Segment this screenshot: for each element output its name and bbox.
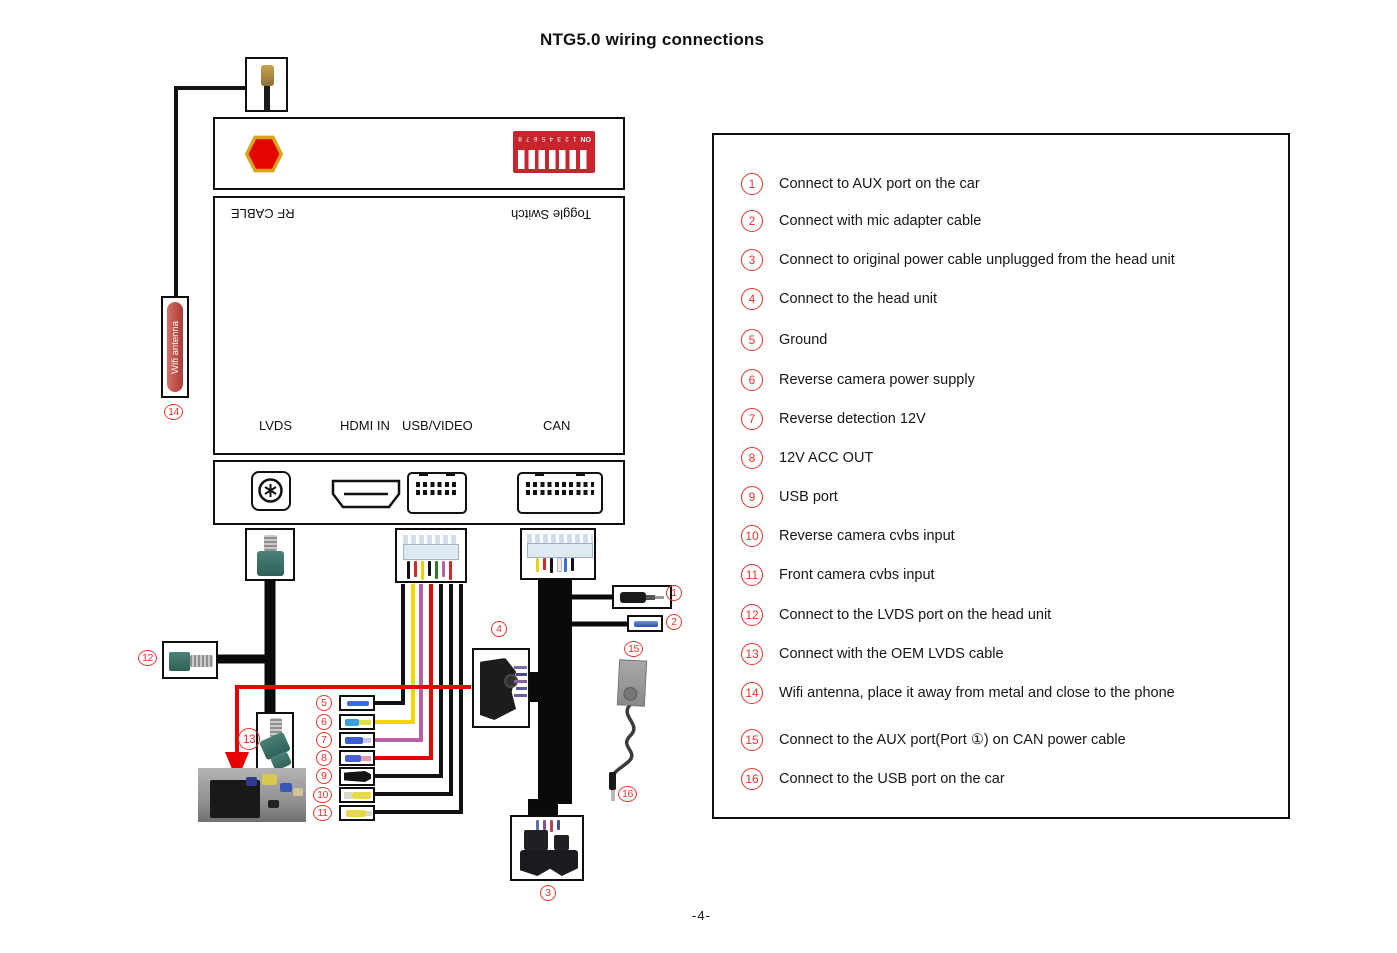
legend-item-number: 6 xyxy=(741,369,763,391)
aux-plug-tip xyxy=(655,596,664,599)
connector-body xyxy=(346,810,366,817)
legend-item-number: 13 xyxy=(741,643,763,665)
connector-body xyxy=(352,792,371,799)
connector-body xyxy=(634,621,658,627)
callout-12: 12 xyxy=(138,650,157,666)
port-tab xyxy=(535,472,544,476)
wire-strand xyxy=(571,558,574,571)
legend-item-text: Connect to the LVDS port on the head unit xyxy=(779,607,1052,623)
can-plug-teeth xyxy=(527,534,593,543)
pin-row xyxy=(416,490,458,495)
page-number: -4- xyxy=(692,908,711,923)
legend-item-number: 16 xyxy=(741,768,763,790)
connector-tower xyxy=(524,830,548,850)
wire-strand xyxy=(557,558,562,572)
oem-lvds-connector xyxy=(256,712,294,775)
connector-tip xyxy=(344,792,352,799)
adapter-socket xyxy=(623,687,638,702)
connector-body xyxy=(347,701,369,706)
wire-strand xyxy=(543,820,546,830)
wire-strand xyxy=(557,820,560,830)
wire-strand xyxy=(435,561,438,579)
port-tab xyxy=(419,472,428,476)
connector-tip xyxy=(366,811,372,816)
connector-body xyxy=(345,719,359,726)
plug-tip xyxy=(611,790,615,801)
aux-extension-cable xyxy=(613,704,634,779)
wire-strand xyxy=(550,820,553,832)
legend-item-number: 4 xyxy=(741,288,763,310)
legend-item-number: 12 xyxy=(741,604,763,626)
legend-item-text: Reverse camera cvbs input xyxy=(779,528,955,544)
legend-item-text: Ground xyxy=(779,332,828,348)
toggle-switch-label: Toggle Switch xyxy=(510,207,591,222)
sma-connector-icon xyxy=(261,65,274,86)
port-tab xyxy=(446,472,455,476)
photo-blue-connector xyxy=(280,783,292,792)
wifi-antenna xyxy=(161,296,189,398)
wire-strand xyxy=(543,558,546,570)
usb-video-plug-teeth xyxy=(403,535,459,544)
device-ports-panel xyxy=(213,460,625,525)
lvds-plug-box xyxy=(245,528,295,581)
dip-switch-numbers: 1 2 3 4 5 6 7 8 xyxy=(517,135,577,142)
legend-item-text: 12V ACC OUT xyxy=(779,450,874,466)
usb-video-plug-box xyxy=(395,528,467,583)
connector-body xyxy=(345,737,363,744)
legend-item-text: Connect to the USB port on the car xyxy=(779,771,1005,787)
wire-strand xyxy=(449,561,452,580)
connector-body xyxy=(345,755,361,762)
aux-port-adapter xyxy=(617,659,647,706)
lvds-port-icon xyxy=(251,471,291,511)
reverse-camera-cvbs-connector xyxy=(339,787,375,803)
photo-lvds-socket xyxy=(246,777,257,786)
callout-5: 5 xyxy=(316,695,332,711)
wire-strand xyxy=(516,673,527,676)
dip-switch-labels xyxy=(517,133,591,144)
legend-item-number: 11 xyxy=(741,564,763,586)
wire-strand xyxy=(407,561,410,579)
callout-2: 2 xyxy=(666,614,682,630)
can-port-icon xyxy=(517,472,603,514)
wifi-antenna-stick xyxy=(167,302,183,392)
pin-row xyxy=(526,490,594,495)
page-title: NTG5.0 wiring connections xyxy=(540,30,765,49)
power-cable-connector xyxy=(510,815,584,881)
fakra-body xyxy=(169,652,190,671)
can-plug-body xyxy=(527,543,593,558)
dip-switch-sliders xyxy=(518,150,590,169)
hdmi-port-icon xyxy=(330,478,402,510)
legend-item-text: Connect to the head unit xyxy=(779,291,938,307)
quadlock-body xyxy=(480,658,516,720)
callout-3: 3 xyxy=(540,885,556,901)
legend-item-number: 1 xyxy=(741,173,763,195)
connector-base xyxy=(520,850,578,876)
legend-item-number: 9 xyxy=(741,486,763,508)
connector-tip xyxy=(361,756,371,761)
legend-item-number: 5 xyxy=(741,329,763,351)
wire-strand xyxy=(564,558,567,572)
callout-8: 8 xyxy=(316,750,332,766)
hdmi-port-label: HDMI IN xyxy=(340,418,390,433)
callout-14: 14 xyxy=(164,404,183,420)
head-unit-connector xyxy=(472,648,530,728)
usb-plug xyxy=(606,772,618,804)
mic-adapter-connector xyxy=(627,615,663,632)
dip-on-label: ON xyxy=(580,135,591,142)
usb-port-connector xyxy=(339,767,375,786)
reverse-camera-power-connector xyxy=(339,714,375,730)
aux-plug-connector xyxy=(612,585,672,609)
aux-plug-body xyxy=(620,592,646,603)
photo-beige-connector xyxy=(293,788,303,796)
dip-switch xyxy=(513,131,595,173)
usb-video-port-label: USB/VIDEO xyxy=(402,418,473,433)
callout-6: 6 xyxy=(316,714,332,730)
callout-15: 15 xyxy=(624,641,643,657)
callout-11: 11 xyxy=(313,805,332,821)
can-plug-box xyxy=(520,528,596,580)
legend-item-number: 7 xyxy=(741,408,763,430)
can-port-label: CAN xyxy=(543,418,571,433)
head-unit-photo xyxy=(198,768,306,822)
legend-item-text: Reverse camera power supply xyxy=(779,372,975,388)
wire-strand xyxy=(536,558,539,572)
lvds-port-label: LVDS xyxy=(259,418,292,433)
reverse-detection-connector xyxy=(339,732,375,748)
ground-connector xyxy=(339,695,375,711)
lvds-port-connector xyxy=(162,641,218,679)
lvds-plug-barrel xyxy=(264,535,277,551)
legend-item-text: Connect with mic adapter cable xyxy=(779,213,982,229)
pin-row xyxy=(526,482,594,487)
legend-item-text: Reverse detection 12V xyxy=(779,411,926,427)
wire-strand xyxy=(550,558,553,573)
fakra-barrel xyxy=(190,655,213,667)
wire-strand xyxy=(442,561,445,577)
wire-strand xyxy=(514,680,527,683)
callout-9: 9 xyxy=(316,768,332,784)
connector-tip xyxy=(363,738,371,743)
legend-item-number: 14 xyxy=(741,682,763,704)
connector-body xyxy=(344,771,371,782)
can-power-cable xyxy=(538,576,572,804)
antenna-port-center xyxy=(248,138,280,170)
callout-13: 13 xyxy=(238,728,260,750)
legend-item-text: Connect to original power cable unplugged from the head unit xyxy=(779,252,1175,268)
callout-1: 1 xyxy=(666,585,682,601)
connector-tower xyxy=(554,835,569,850)
pin-row xyxy=(416,482,458,487)
legend-item-text: Connect to the AUX port(Port ①) on CAN power cable xyxy=(779,732,1126,748)
usb-video-port-icon xyxy=(407,472,467,514)
antenna-port-icon xyxy=(244,134,284,174)
wire-strand xyxy=(428,561,431,576)
legend-item-number: 8 xyxy=(741,447,763,469)
legend-item-number: 3 xyxy=(741,249,763,271)
plug-body xyxy=(609,772,616,790)
wifi-antenna-label: Wifi antenna xyxy=(169,320,181,374)
callout-16: 16 xyxy=(618,786,637,802)
legend-item-number: 10 xyxy=(741,525,763,547)
lvds-plug-body xyxy=(257,551,284,576)
connector-tip xyxy=(359,720,371,725)
callout-10: 10 xyxy=(313,787,332,803)
legend-item-text: Wifi antenna, place it away from metal and close to the phone xyxy=(779,685,1175,701)
legend-item-text: USB port xyxy=(779,489,838,505)
wire-strand xyxy=(421,561,424,580)
photo-black-connector xyxy=(268,800,279,808)
wire-strand xyxy=(514,694,527,697)
legend-item-text: Front camera cvbs input xyxy=(779,567,935,583)
wire-strand xyxy=(514,666,527,669)
photo-yellow-connector xyxy=(262,774,277,785)
wire-strand xyxy=(516,687,527,690)
device-main-body xyxy=(213,196,625,455)
legend-item-number: 2 xyxy=(741,210,763,232)
acc-out-connector xyxy=(339,750,375,766)
legend-item-text: Connect to AUX port on the car xyxy=(779,176,980,192)
legend-item-number: 15 xyxy=(741,729,763,751)
callout-4: 4 xyxy=(491,621,507,637)
front-camera-cvbs-connector xyxy=(339,805,375,821)
rf-cable-label: RF CABLE xyxy=(231,206,295,221)
sma-connector-stem xyxy=(264,86,270,111)
port-tab xyxy=(576,472,585,476)
callout-7: 7 xyxy=(316,732,332,748)
wire-strand xyxy=(414,561,417,577)
legend-item-text: Connect with the OEM LVDS cable xyxy=(779,646,1004,662)
rf-connector-box xyxy=(245,57,288,112)
lvds-port-glyph xyxy=(253,473,288,508)
usb-video-plug-body xyxy=(403,544,459,560)
aux-plug-neck xyxy=(646,595,655,600)
